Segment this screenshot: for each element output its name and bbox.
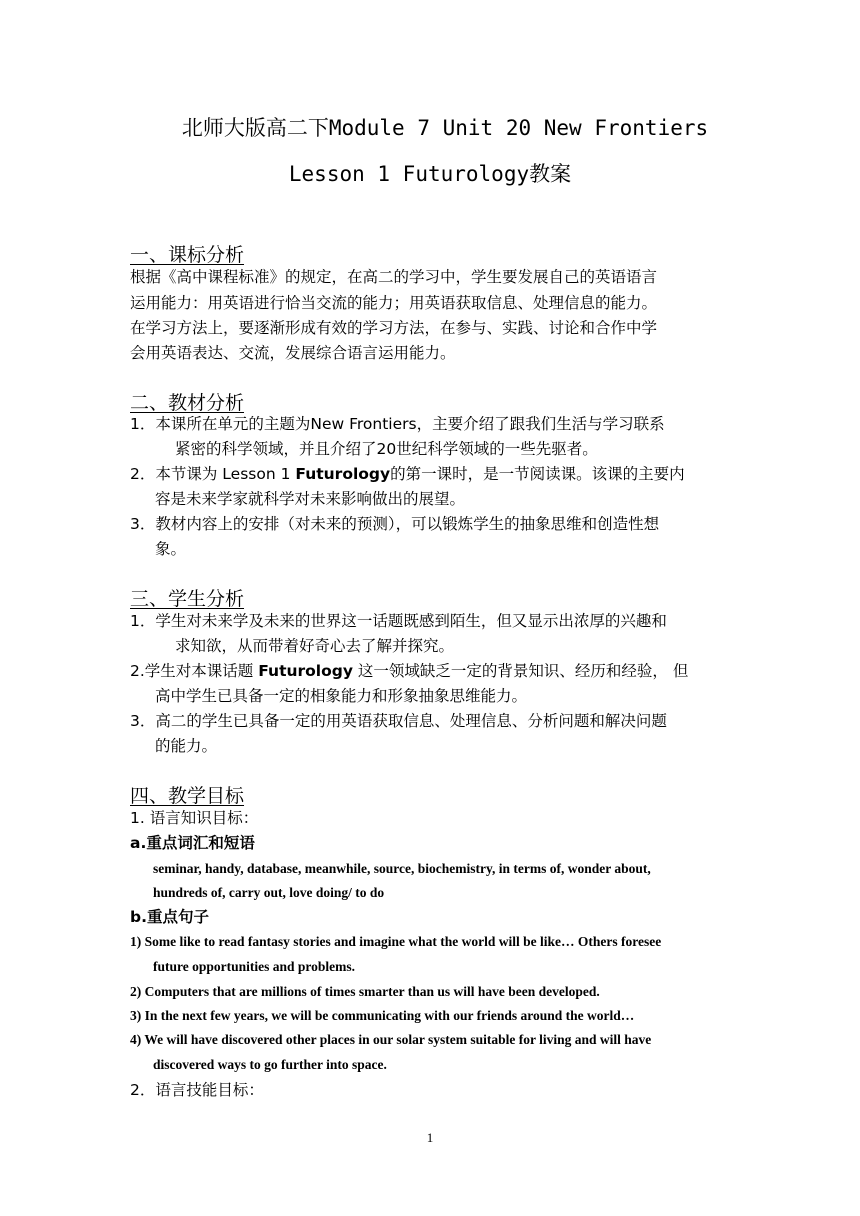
vocab-label: a.重点词汇和短语	[130, 834, 255, 852]
document-subtitle: Lesson 1 Futurology教案	[288, 162, 572, 186]
goal-label: 2．语言技能目标：	[130, 1081, 264, 1099]
list-item-continuation: 的能力。	[155, 737, 218, 755]
list-item-continuation: 象。	[155, 540, 187, 558]
list-item: 3．高二的学生已具备一定的用英语获取信息、处理信息、分析问题和解决问题	[130, 712, 667, 730]
section-heading-students: 三、学生分析	[130, 588, 245, 610]
section-heading-curriculum: 一、课标分析	[130, 244, 245, 266]
sentence-line: 2) Computers that are millions of times smarter than us will have been developed.	[130, 984, 600, 999]
paragraph-line: 运用能力：用英语进行恰当交流的能力；用英语获取信息、处理信息的能力。	[130, 294, 658, 312]
section-heading-textbook: 二、教材分析	[130, 392, 245, 414]
list-item: 3．教材内容上的安排（对未来的预测），可以锻炼学生的抽象思维和创造性想	[130, 515, 660, 533]
paragraph-line: 在学习方法上，要逐渐形成有效的学习方法，在参与、实践、讨论和合作中学	[130, 319, 658, 337]
bold-term: Futurology	[295, 465, 391, 483]
vocab-line: hundreds of, carry out, love doing/ to do	[153, 885, 385, 900]
page-number: 1	[426, 1130, 434, 1145]
list-item-continuation: 紧密的科学领域，并且介绍了20世纪科学领域的一些先驱者。	[175, 440, 598, 458]
goal-label: 1. 语言知识目标：	[130, 809, 259, 827]
sentence-line: future opportunities and problems.	[153, 959, 356, 974]
bold-term: Futurology	[258, 662, 353, 680]
sentence-line: 4) We will have discovered other places in our solar system suitable for living and will have	[130, 1032, 652, 1047]
list-item-continuation: 高中学生已具备一定的相象能力和形象抽象思维能力。	[155, 687, 528, 705]
sentence-line: 3) In the next few years, we will be communicating with our friends around the world…	[130, 1008, 635, 1023]
list-item: 1．本课所在单元的主题为New Frontiers，主要介绍了跟我们生活与学习联系	[130, 415, 665, 433]
paragraph-line: 根据《高中课程标准》的规定，在高二的学习中，学生要发展自己的英语语言	[130, 268, 658, 286]
sentence-label: b.重点句子	[130, 908, 209, 926]
list-item: 2．本节课为 Lesson 1 Futurology的第一课时，是一节阅读课。该课的主要内	[130, 465, 685, 483]
sentence-line: 1) Some like to read fantasy stories and imagine what the world will be like… Others foresee	[130, 934, 662, 949]
vocab-line: seminar, handy, database, meanwhile, source, biochemistry, in terms of, wonder about,	[153, 861, 651, 876]
list-item: 1．学生对未来学及未来的世界这一话题既感到陌生，但又显示出浓厚的兴趣和	[130, 612, 667, 630]
list-item-continuation: 求知欲，从而带着好奇心去了解并探究。	[175, 637, 455, 655]
list-item-continuation: 容是未来学家就科学对未来影响做出的展望。	[155, 490, 466, 508]
section-heading-objectives: 四、教学目标	[130, 785, 245, 807]
list-item: 2.学生对本课话题 Futurology 这一领域缺乏一定的背景知识、经历和经验， 但	[130, 662, 689, 680]
document-title: 北师大版高二下Module 7 Unit 20 New Frontiers	[181, 116, 709, 140]
paragraph-line: 会用英语表达、交流，发展综合语言运用能力。	[130, 344, 456, 362]
sentence-line: discovered ways to go further into space.	[153, 1057, 387, 1072]
